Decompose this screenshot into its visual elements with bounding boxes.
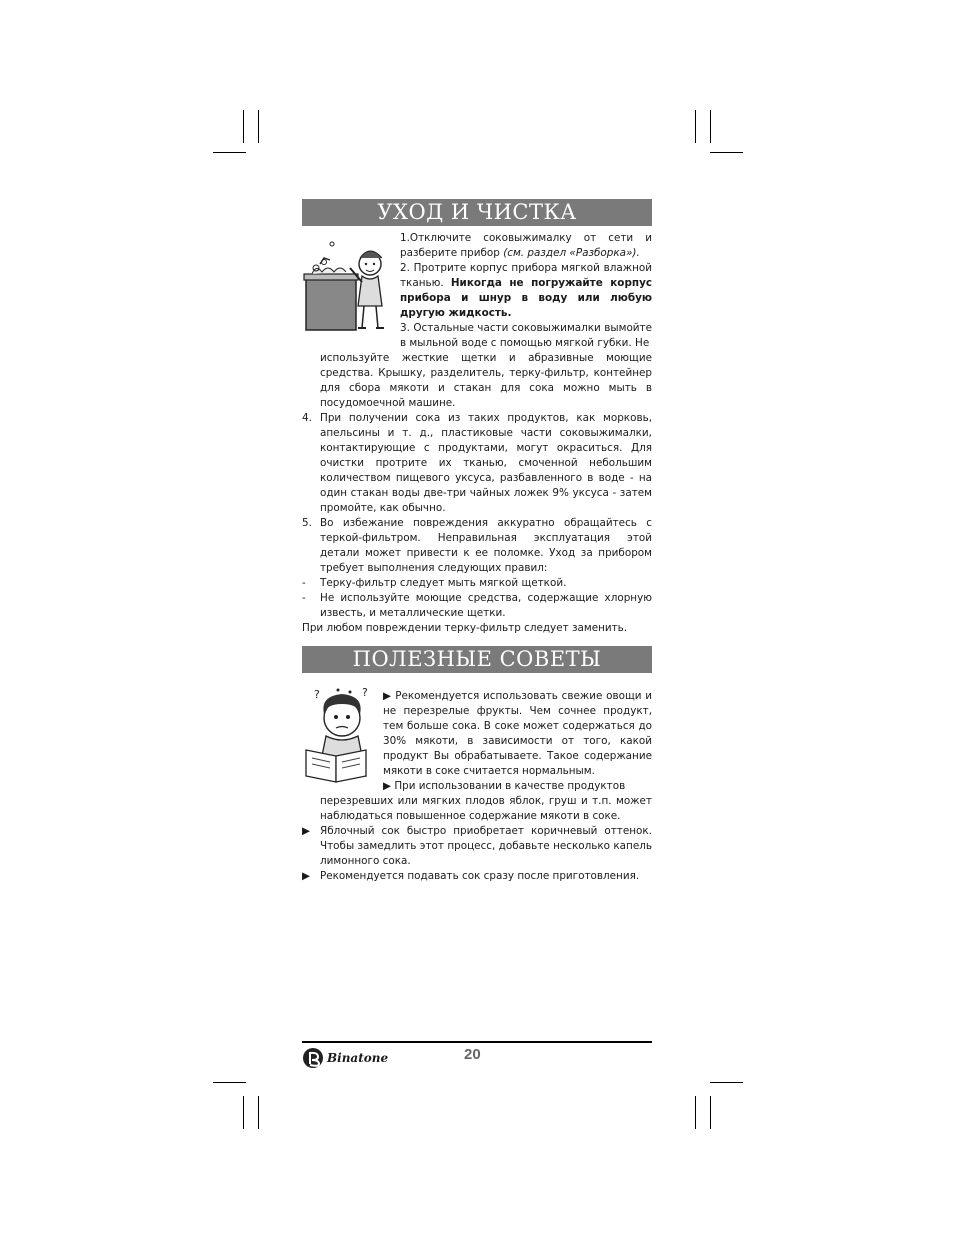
care-closing: При любом повреждении терку-фильтр следует заменить.	[302, 622, 628, 634]
crop-mark	[710, 1096, 711, 1129]
care-step-2: 2. Протрите корпус прибора мягкой влажной тканью. Никогда не погружайте корпус прибора и шнур в воду или любую другую жидкость.	[400, 262, 652, 319]
crop-mark	[710, 110, 711, 143]
care-step-5: 5. Во избежание повреждения аккуратно обращайтесь с теркой-фильтром. Неправильная эксплуатация этой детали может привести к ее поломке. Уход за прибором требует выполнения следующих правил:	[302, 517, 652, 574]
tips-body-text	[302, 794, 652, 884]
care-step-1: 1.Отключите соковыжималку от сети и разберите прибор (см. раздел «Разборка»).	[400, 232, 652, 259]
care-rule-2: - Не используйте моющие средства, содержащие хлорную известь, и металлические щетки.	[302, 592, 652, 619]
section-title-care: УХОД И ЧИСТКА	[302, 199, 652, 226]
tip-3: ▶ Яблочный сок быстро приобретает коричневый оттенок. Чтобы замедлить этот процесс, добавьте несколько капель лимонного сока.	[302, 825, 652, 867]
care-rule-1: - Терку-фильтр следует мыть мягкой щеткой.	[302, 577, 567, 589]
reading-illustration	[302, 684, 380, 786]
crop-mark	[695, 1096, 696, 1129]
tips-intro-text	[383, 689, 652, 794]
crop-mark	[213, 1082, 246, 1083]
care-body-text	[302, 351, 652, 636]
svg-text:?: ?	[314, 688, 320, 701]
crop-mark	[258, 1096, 259, 1129]
svg-text:?: ?	[362, 686, 368, 699]
crop-mark	[695, 110, 696, 143]
washing-illustration	[302, 234, 398, 334]
crop-mark	[258, 110, 259, 143]
crop-mark	[213, 152, 246, 153]
tip-4: ▶ Рекомендуется подавать сок сразу после приготовления.	[302, 870, 640, 882]
footer-rule	[302, 1041, 652, 1043]
brand-logo	[302, 1047, 388, 1069]
care-step-3a: 3. Остальные части соковыжималки вымойте в мыльной воде с помощью мягкой губки. Не	[400, 322, 652, 349]
crop-mark	[710, 152, 743, 153]
crop-mark	[243, 1096, 244, 1129]
page-number: 20	[464, 1046, 481, 1063]
brand-name: Binatone	[327, 1051, 389, 1065]
binatone-logo-icon	[302, 1047, 324, 1069]
care-intro-text	[400, 231, 652, 351]
care-step-3b: используйте жесткие щетки и абразивные моющие средства. Крышку, разделитель, терку-фильтр, контейнер для сбора мякоти и стакан для сока можно мыть в посудомоечной машине.	[320, 352, 652, 409]
care-step-4: 4. При получении сока из таких продуктов, как морковь, апельсины и т. д., пластиковые части соковыжималки, контактирующие с продуктами, могут окраситься. Для очистки протрите их тканью, смоченной небольшим количеством пищевого уксуса, разбавленного в воде - на один стакан воды две-три чайных ложек 9% уксуса - затем промойте, как обычно.	[302, 412, 652, 514]
tip-1: ▶ Рекомендуется использовать свежие овощи и не перезрелые фрукты. Чем сочнее продукт, тем больше сока. В соке может содержаться до 30% мякоти, в зависимости от того, какой продукт Вы обрабатываете. Такое содержание мякоти в соке считается нормальным.	[383, 690, 652, 777]
crop-mark	[710, 1082, 743, 1083]
tip-2b: перезревших или мягких плодов яблок, груш и т.п. может наблюдаться повышенное содержание мякоти в соке.	[320, 795, 652, 822]
tip-2a: ▶ При использовании в качестве продуктов	[383, 780, 626, 792]
crop-mark	[243, 110, 244, 143]
section-title-tips: ПОЛЕЗНЫЕ СОВЕТЫ	[302, 646, 652, 673]
